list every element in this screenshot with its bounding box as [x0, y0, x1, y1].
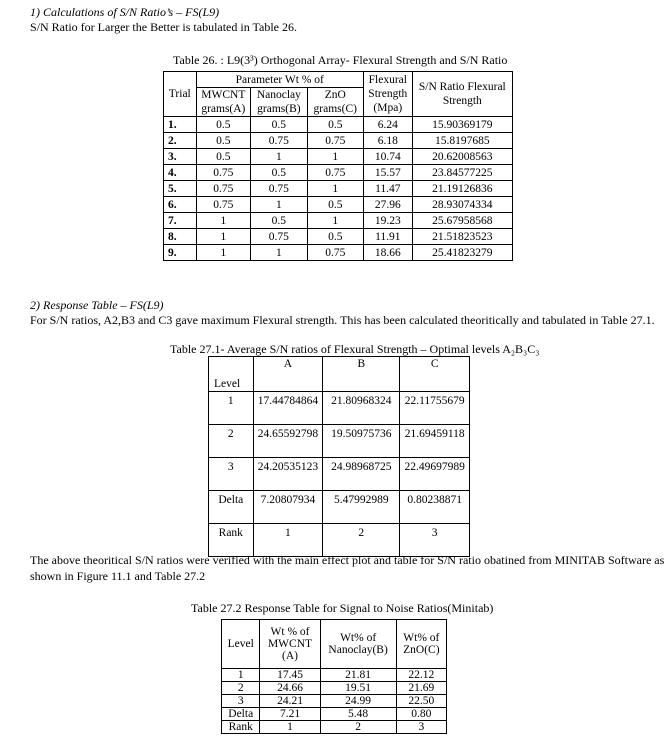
table26-row [164, 133, 513, 149]
table271-row-cell: 2 [323, 524, 400, 557]
table26-row [164, 181, 513, 197]
table272-header-c: Wt% of ZnO(C) [396, 620, 446, 669]
table272-row-cell: Delta [222, 708, 260, 721]
table26-row-cell: 0.5 [307, 197, 363, 213]
table271-row-cell: 17.44784864 [253, 392, 323, 425]
table26-row-cell: 18.66 [363, 245, 412, 261]
table26-row-cell: 0.75 [196, 197, 251, 213]
table272-row [222, 721, 447, 734]
table26-row-cell: 21.19126836 [412, 181, 512, 197]
table271-row-cell: 24.98968725 [323, 458, 400, 491]
table26-header-flexural: Flexural Strength (Mpa) [363, 72, 412, 117]
table272-row-cell: 3 [222, 695, 260, 708]
table272-row-cell: 2 [222, 682, 260, 695]
table271-row-cell: 21.69459118 [400, 425, 470, 458]
table271-row [209, 491, 470, 524]
table272-row [222, 708, 447, 721]
table271-row-cell: 24.20535123 [253, 458, 323, 491]
section3-text-line2: shown in Figure 11.1 and Table 27.2 [30, 569, 206, 583]
table271-row [209, 524, 470, 557]
table26-row-cell: 0.75 [251, 133, 307, 149]
table26-row-cell: 1 [251, 197, 307, 213]
table271-row-cell: 19.50975736 [323, 425, 400, 458]
table271-header-level: Level [209, 357, 254, 392]
table26-row-cell: 11.91 [363, 229, 412, 245]
table272-row-cell: 22.50 [396, 695, 446, 708]
table26-row-cell: 0.75 [196, 165, 251, 181]
table26-row-cell: 0.5 [196, 149, 251, 165]
table272-row-cell: 1 [260, 721, 320, 734]
table26-row-cell: 1 [196, 229, 251, 245]
table271-row-cell: 22.49697989 [400, 458, 470, 491]
table271-row-cell: Delta [209, 491, 254, 524]
table26-row-cell: 20.62008563 [412, 149, 512, 165]
table26-row [164, 245, 513, 261]
table26-row-cell: 0.75 [196, 181, 251, 197]
table272-row-cell: 24.99 [320, 695, 396, 708]
table26-row-cell: 0.5 [307, 229, 363, 245]
table26-row-cell: 11.47 [363, 181, 412, 197]
table26-row-cell: 25.67958568 [412, 213, 512, 229]
table26-row-cell: 6.18 [363, 133, 412, 149]
table26-row-cell: 0.75 [307, 165, 363, 181]
section3-text-line1: The above theoritical S/N ratios were verified with the main effect plot and table for S/N ratio obatined from MINITAB Software as [30, 553, 665, 567]
table26-row-cell: 0.5 [251, 165, 307, 181]
table272-row-cell: 21.69 [396, 682, 446, 695]
table26-row-cell: 1 [251, 245, 307, 261]
table26-row-cell: 1 [307, 181, 363, 197]
table26-header-nanoclay: Nanoclay grams(B) [251, 88, 307, 117]
table26-row-cell: 8. [164, 229, 197, 245]
table26-row-cell: 1 [196, 245, 251, 261]
table26-row-cell: 4. [164, 165, 197, 181]
table272-row-cell: 3 [396, 721, 446, 734]
table271-header-c: C [400, 357, 470, 392]
table272-header-a: Wt % of MWCNT (A) [260, 620, 320, 669]
table272-row-cell: 1 [222, 669, 260, 682]
table26-row-cell: 0.5 [196, 133, 251, 149]
table26-header-mwcnt: MWCNT grams(A) [196, 88, 251, 117]
table26-row-cell: 5. [164, 181, 197, 197]
table272-row-cell: 21.81 [320, 669, 396, 682]
table271-row-cell: 3 [209, 458, 254, 491]
table26-header-trial: Trial [164, 72, 197, 117]
table272-header-b: Wt% of Nanoclay(B) [320, 620, 396, 669]
table271-row-cell: 0.80238871 [400, 491, 470, 524]
table26-row-cell: 6.24 [363, 117, 412, 133]
table271-row-cell: 21.80968324 [323, 392, 400, 425]
table26-row-cell: 0.75 [307, 133, 363, 149]
table26-row-cell: 7. [164, 213, 197, 229]
section2-intro: For S/N ratios, A2,B3 and C3 gave maximum Flexural strength. This has been calculated theoritically and tabulated in Table 27.1. [30, 313, 655, 327]
table26-row [164, 197, 513, 213]
table26-row-cell: 15.57 [363, 165, 412, 181]
section1-heading: 1) Calculations of S/N Ratio’s – FS(L9) [30, 5, 220, 19]
table271-row-cell: 22.11755679 [400, 392, 470, 425]
table26-row-cell: 0.5 [251, 117, 307, 133]
table272-caption: Table 27.2 Response Table for Signal to Noise Ratios(Minitab) [191, 601, 494, 615]
table26-header-sn: S/N Ratio Flexural Strength [412, 72, 512, 117]
table26-row-cell: 2. [164, 133, 197, 149]
table272-row-cell: 17.45 [260, 669, 320, 682]
table272-row-cell: 7.21 [260, 708, 320, 721]
table271-header-a: A [253, 357, 323, 392]
table272-row [222, 695, 447, 708]
table271-row-cell: 2 [209, 425, 254, 458]
table26-row-cell: 21.51823523 [412, 229, 512, 245]
table272-header-level: Level [222, 620, 260, 669]
table272-row-cell: 2 [320, 721, 396, 734]
table272-row-cell: 24.21 [260, 695, 320, 708]
section1-intro: S/N Ratio for Larger the Better is tabulated in Table 26. [30, 20, 297, 34]
table26-row-cell: 3. [164, 149, 197, 165]
table271-header-b: B [323, 357, 400, 392]
table271 [208, 356, 470, 557]
table271-row-cell: 1 [209, 392, 254, 425]
table26-row-cell: 27.96 [363, 197, 412, 213]
table271-row-cell: 1 [253, 524, 323, 557]
table272-row [222, 669, 447, 682]
table26-row-cell: 0.75 [251, 229, 307, 245]
table26-row-cell: 0.5 [251, 213, 307, 229]
table26-row-cell: 19.23 [363, 213, 412, 229]
section2-heading: 2) Response Table – FS(L9) [30, 298, 164, 312]
table271-row-cell: 3 [400, 524, 470, 557]
table271-row-cell: 5.47992989 [323, 491, 400, 524]
table272-row [222, 682, 447, 695]
table272-row-cell: 22.12 [396, 669, 446, 682]
table26-row [164, 229, 513, 245]
table26-row-cell: 1 [307, 149, 363, 165]
table26-header-zno: ZnO grams(C) [307, 88, 363, 117]
table26-row-cell: 0.75 [251, 181, 307, 197]
table26-row-cell: 0.75 [307, 245, 363, 261]
table271-row-cell: Rank [209, 524, 254, 557]
table26-row [164, 213, 513, 229]
table271-row [209, 392, 470, 425]
table271-row [209, 458, 470, 491]
table26-row-cell: 28.93074334 [412, 197, 512, 213]
table26-row-cell: 0.5 [307, 117, 363, 133]
table26-header-group: Parameter Wt % of [196, 72, 363, 88]
table272-row-cell: 5.48 [320, 708, 396, 721]
table271-caption: Table 27.1- Average S/N ratios of Flexural Strength – Optimal levels A₂B₃C₃ [170, 342, 540, 356]
table26-row-cell: 1 [196, 213, 251, 229]
table272-row-cell: 24.66 [260, 682, 320, 695]
table26-row-cell: 9. [164, 245, 197, 261]
table26-row-cell: 1. [164, 117, 197, 133]
table271-row [209, 425, 470, 458]
table26-row-cell: 1 [307, 213, 363, 229]
table26-row-cell: 23.84577225 [412, 165, 512, 181]
table272-row-cell: Rank [222, 721, 260, 734]
table26-row-cell: 0.5 [196, 117, 251, 133]
table26 [163, 71, 513, 261]
table271-row-cell: 24.65592798 [253, 425, 323, 458]
table26-row-cell: 1 [251, 149, 307, 165]
table26-row-cell: 10.74 [363, 149, 412, 165]
table272-row-cell: 0.80 [396, 708, 446, 721]
table26-caption: Table 26. : L9(3³) Orthogonal Array- Flexural Strength and S/N Ratio [173, 53, 508, 67]
table26-row [164, 165, 513, 181]
table272 [221, 619, 447, 734]
table272-row-cell: 19.51 [320, 682, 396, 695]
table26-row-cell: 15.8197685 [412, 133, 512, 149]
table26-row-cell: 6. [164, 197, 197, 213]
table271-row-cell: 7.20807934 [253, 491, 323, 524]
table26-row [164, 117, 513, 133]
table26-row-cell: 15.90369179 [412, 117, 512, 133]
table26-row-cell: 25.41823279 [412, 245, 512, 261]
table26-row [164, 149, 513, 165]
